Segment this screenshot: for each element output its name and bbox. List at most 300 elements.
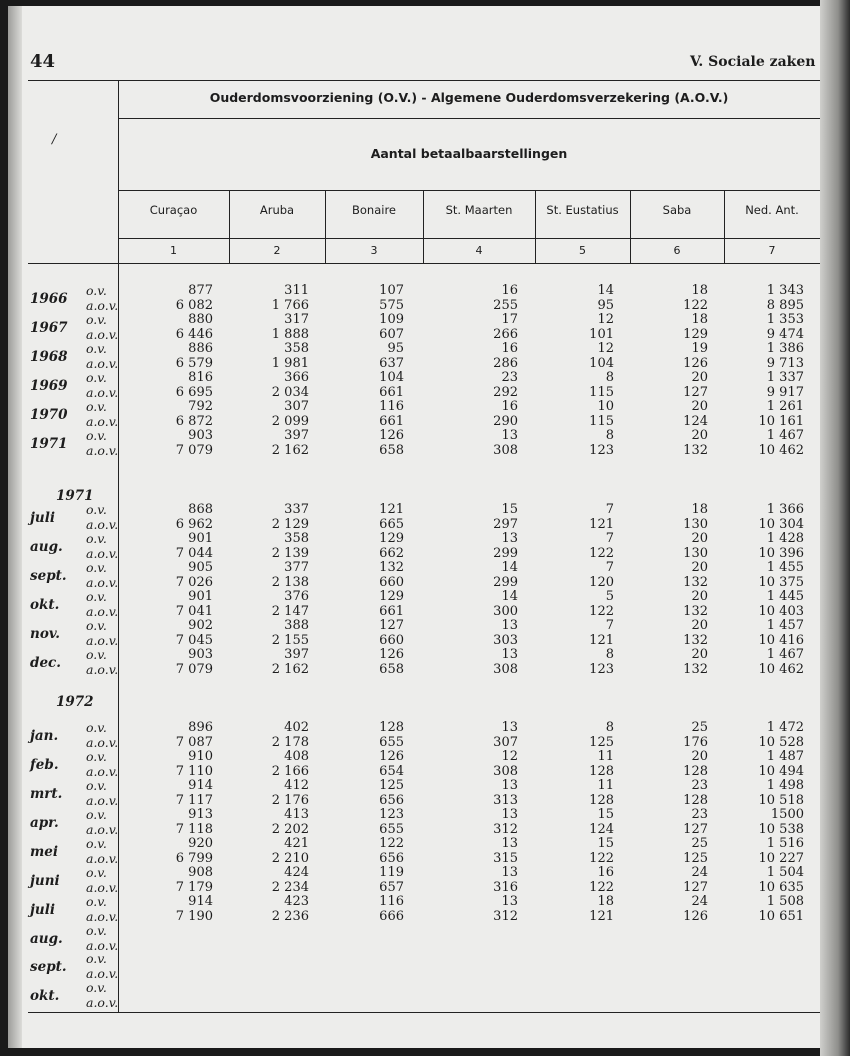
column-divider <box>630 190 631 263</box>
row-status-label: o.v. <box>86 647 107 662</box>
table-cell: 127 <box>683 384 708 400</box>
table-cell: 130 <box>683 545 708 561</box>
table-cell: 23 <box>691 807 708 822</box>
table-subtitle: Aantal betaalbaarstellingen <box>370 146 568 161</box>
column-header: St. Eustatius <box>546 203 619 217</box>
period-label: 1971 <box>30 436 68 452</box>
table-cell: 10 518 <box>758 792 804 808</box>
row-status-label: a.o.v. <box>86 297 119 313</box>
table-cell: 125 <box>379 778 404 793</box>
table-cell: 10 462 <box>758 661 804 677</box>
table-cell: 7 087 <box>175 734 213 750</box>
row-status-label: o.v. <box>86 836 107 851</box>
table-cell: 10 <box>597 399 614 414</box>
table-cell: 23 <box>691 778 708 793</box>
table-cell: 25 <box>691 836 708 851</box>
table-cell: 8 <box>605 720 614 735</box>
table-cell: 123 <box>589 661 614 677</box>
table-cell: 24 <box>691 865 708 880</box>
table-cell: 10 304 <box>758 516 804 532</box>
column-divider <box>229 190 230 263</box>
table-cell: 637 <box>379 355 404 371</box>
table-cell: 14 <box>597 283 614 298</box>
table-cell: 317 <box>284 312 309 327</box>
row-status-label: o.v. <box>86 618 107 633</box>
table-cell: 18 <box>691 312 708 327</box>
table-cell: 412 <box>284 778 309 793</box>
table-cell: 10 462 <box>758 442 804 458</box>
table-cell: 7 179 <box>175 879 213 895</box>
table-cell: 300 <box>493 603 518 619</box>
period-label: nov. <box>30 626 61 642</box>
row-status-label: o.v. <box>86 399 107 414</box>
table-cell: 7 045 <box>175 632 213 648</box>
table-cell: 308 <box>493 763 518 779</box>
table-cell: 307 <box>493 734 518 750</box>
table-cell: 7 044 <box>175 545 213 561</box>
table-cell: 19 <box>691 341 708 356</box>
table-cell: 132 <box>379 560 404 575</box>
table-cell: 1 508 <box>766 894 804 909</box>
table-cell: 115 <box>589 413 614 429</box>
table-cell: 7 117 <box>175 792 213 808</box>
table-cell: 311 <box>284 283 309 298</box>
table-cell: 10 635 <box>758 879 804 895</box>
table-cell: 666 <box>379 908 404 924</box>
table-cell: 2 138 <box>271 574 309 590</box>
period-label: 1967 <box>30 320 68 336</box>
table-cell: 126 <box>379 647 404 662</box>
period-label: sept. <box>30 959 67 975</box>
table-cell: 308 <box>493 442 518 458</box>
table-cell: 654 <box>379 763 404 779</box>
period-label: dec. <box>30 655 61 671</box>
table-cell: 13 <box>501 865 518 880</box>
row-status-label: o.v. <box>86 341 107 356</box>
table-cell: 903 <box>188 647 213 662</box>
table-cell: 176 <box>683 734 708 750</box>
table-cell: 901 <box>188 589 213 604</box>
table-cell: 130 <box>683 516 708 532</box>
period-label: apr. <box>30 815 59 831</box>
scanned-page <box>8 6 820 1048</box>
table-cell: 662 <box>379 545 404 561</box>
table-cell: 388 <box>284 618 309 633</box>
row-status-label: a.o.v. <box>86 734 119 750</box>
table-cell: 121 <box>589 908 614 924</box>
table-cell: 16 <box>501 283 518 298</box>
table-cell: 20 <box>691 399 708 414</box>
row-status-label: a.o.v. <box>86 821 119 837</box>
page-edge <box>820 0 850 1056</box>
table-cell: 376 <box>284 589 309 604</box>
table-cell: 132 <box>683 661 708 677</box>
table-cell: 5 <box>605 589 614 604</box>
table-cell: 877 <box>188 283 213 298</box>
table-cell: 657 <box>379 879 404 895</box>
table-cell: 575 <box>379 297 404 313</box>
table-cell: 1 343 <box>766 283 804 298</box>
header-bottom-rule <box>28 263 820 264</box>
table-cell: 1 766 <box>271 297 309 313</box>
table-cell: 2 139 <box>271 545 309 561</box>
table-cell: 9 917 <box>766 384 804 400</box>
row-status-label: o.v. <box>86 531 107 546</box>
table-cell: 2 166 <box>271 763 309 779</box>
row-status-label: a.o.v. <box>86 545 119 561</box>
table-cell: 10 227 <box>758 850 804 866</box>
table-cell: 1 981 <box>271 355 309 371</box>
table-cell: 2 034 <box>271 384 309 400</box>
row-status-label: a.o.v. <box>86 632 119 648</box>
section-title: V. Sociale zaken <box>690 54 816 70</box>
table-cell: 20 <box>691 531 708 546</box>
table-cell: 125 <box>683 850 708 866</box>
table-cell: 10 494 <box>758 763 804 779</box>
table-cell: 124 <box>589 821 614 837</box>
row-status-label: a.o.v. <box>86 442 119 458</box>
table-cell: 95 <box>387 341 404 356</box>
table-cell: 16 <box>501 399 518 414</box>
table-cell: 13 <box>501 720 518 735</box>
column-header: St. Maarten <box>445 203 513 217</box>
period-label: 1969 <box>30 378 68 394</box>
table-cell: 2 099 <box>271 413 309 429</box>
table-cell: 286 <box>493 355 518 371</box>
table-cell: 17 <box>501 312 518 327</box>
table-cell: 423 <box>284 894 309 909</box>
table-cell: 299 <box>493 574 518 590</box>
row-status-label: o.v. <box>86 807 107 822</box>
table-cell: 1 386 <box>766 341 804 356</box>
period-label: okt. <box>30 597 60 613</box>
table-cell: 25 <box>691 720 708 735</box>
table-cell: 307 <box>284 399 309 414</box>
table-cell: 20 <box>691 560 708 575</box>
table-cell: 1 888 <box>271 326 309 342</box>
table-cell: 8 895 <box>766 297 804 313</box>
row-status-label: a.o.v. <box>86 661 119 677</box>
table-cell: 1 337 <box>766 370 804 385</box>
table-cell: 18 <box>691 502 708 517</box>
column-header: Curaçao <box>149 203 198 217</box>
table-cell: 660 <box>379 574 404 590</box>
period-label: aug. <box>30 539 63 555</box>
table-cell: 313 <box>493 792 518 808</box>
row-status-label: o.v. <box>86 894 107 909</box>
table-cell: 266 <box>493 326 518 342</box>
table-cell: 292 <box>493 384 518 400</box>
table-cell: 127 <box>683 879 708 895</box>
table-cell: 123 <box>589 442 614 458</box>
table-cell: 129 <box>379 589 404 604</box>
table-cell: 122 <box>589 879 614 895</box>
table-cell: 9 474 <box>766 326 804 342</box>
table-cell: 2 176 <box>271 792 309 808</box>
table-cell: 121 <box>589 632 614 648</box>
row-status-label: a.o.v. <box>86 850 119 866</box>
table-cell: 10 161 <box>758 413 804 429</box>
table-cell: 128 <box>683 792 708 808</box>
table-cell: 290 <box>493 413 518 429</box>
table-cell: 1 353 <box>766 312 804 327</box>
row-status-label: a.o.v. <box>86 574 119 590</box>
table-cell: 660 <box>379 632 404 648</box>
row-status-label: o.v. <box>86 370 107 385</box>
row-status-label: o.v. <box>86 283 107 298</box>
table-cell: 18 <box>597 894 614 909</box>
table-cell: 1 467 <box>766 647 804 662</box>
table-cell: 2 162 <box>271 661 309 677</box>
table-cell: 128 <box>683 763 708 779</box>
row-status-label: o.v. <box>86 560 107 575</box>
table-cell: 1 467 <box>766 428 804 443</box>
table-cell: 24 <box>691 894 708 909</box>
column-header: Bonaire <box>351 203 396 217</box>
table-cell: 424 <box>284 865 309 880</box>
period-label: jan. <box>30 728 59 744</box>
title-rule <box>118 118 820 119</box>
table-cell: 8 <box>605 370 614 385</box>
table-cell: 6 872 <box>175 413 213 429</box>
table-cell: 661 <box>379 384 404 400</box>
table-cell: 10 396 <box>758 545 804 561</box>
table-cell: 6 446 <box>175 326 213 342</box>
table-cell: 7 079 <box>175 661 213 677</box>
row-status-label: a.o.v. <box>86 792 119 808</box>
table-cell: 126 <box>379 749 404 764</box>
period-label: sept. <box>30 568 67 584</box>
table-cell: 132 <box>683 603 708 619</box>
table-cell: 13 <box>501 531 518 546</box>
table-cell: 2 147 <box>271 603 309 619</box>
table-cell: 6 962 <box>175 516 213 532</box>
table-cell: 658 <box>379 442 404 458</box>
table-cell: 1 504 <box>766 865 804 880</box>
table-cell: 122 <box>589 545 614 561</box>
table-cell: 15 <box>597 836 614 851</box>
table-cell: 8 <box>605 428 614 443</box>
column-divider <box>535 190 536 263</box>
table-cell: 12 <box>597 312 614 327</box>
table-cell: 2 178 <box>271 734 309 750</box>
column-header: Aruba <box>259 203 295 217</box>
table-cell: 13 <box>501 836 518 851</box>
table-cell: 397 <box>284 647 309 662</box>
row-status-label: a.o.v. <box>86 879 119 895</box>
table-cell: 2 236 <box>271 908 309 924</box>
table-cell: 95 <box>597 297 614 313</box>
table-title: Ouderdomsvoorziening (O.V.) - Algemene Ouderdomsverzekering (A.O.V.) <box>209 90 729 105</box>
top-rule <box>28 80 820 81</box>
period-label: mei <box>30 844 59 860</box>
table-cell: 120 <box>589 574 614 590</box>
table-cell: 901 <box>188 531 213 546</box>
table-cell: 308 <box>493 661 518 677</box>
table-cell: 2 129 <box>271 516 309 532</box>
table-cell: 109 <box>379 312 404 327</box>
period-label: okt. <box>30 988 60 1004</box>
column-number: 6 <box>673 244 681 257</box>
period-label: feb. <box>30 757 59 773</box>
table-cell: 421 <box>284 836 309 851</box>
row-status-label: a.o.v. <box>86 763 119 779</box>
row-status-label: o.v. <box>86 720 107 735</box>
table-cell: 7 <box>605 618 614 633</box>
period-label: juli <box>30 902 55 918</box>
table-cell: 914 <box>188 894 213 909</box>
table-cell: 13 <box>501 647 518 662</box>
column-number: 5 <box>579 244 586 257</box>
column-number: 2 <box>273 244 281 257</box>
table-cell: 16 <box>597 865 614 880</box>
table-cell: 129 <box>379 531 404 546</box>
table-cell: 124 <box>683 413 708 429</box>
table-cell: 1 487 <box>766 749 804 764</box>
table-cell: 1 472 <box>766 720 804 735</box>
table-cell: 905 <box>188 560 213 575</box>
bottom-rule <box>28 1012 820 1013</box>
table-cell: 104 <box>379 370 404 385</box>
table-cell: 11 <box>597 749 614 764</box>
table-cell: 12 <box>597 341 614 356</box>
table-cell: 656 <box>379 792 404 808</box>
column-number: 1 <box>170 244 177 257</box>
table-cell: 6 695 <box>175 384 213 400</box>
table-cell: 316 <box>493 879 518 895</box>
table-cell: 908 <box>188 865 213 880</box>
table-cell: 408 <box>284 749 309 764</box>
table-cell: 18 <box>691 283 708 298</box>
table-cell: 6 579 <box>175 355 213 371</box>
row-status-label: a.o.v. <box>86 908 119 924</box>
row-status-label: a.o.v. <box>86 516 119 532</box>
table-cell: 16 <box>501 341 518 356</box>
table-cell: 116 <box>379 399 404 414</box>
table-cell: 14 <box>501 589 518 604</box>
table-cell: 13 <box>501 428 518 443</box>
row-status-label: o.v. <box>86 865 107 880</box>
table-cell: 358 <box>284 341 309 356</box>
row-status-label: o.v. <box>86 749 107 764</box>
table-cell: 122 <box>589 850 614 866</box>
table-cell: 2 210 <box>271 850 309 866</box>
table-cell: 658 <box>379 661 404 677</box>
row-status-label: a.o.v. <box>86 384 119 400</box>
corner-mark: / <box>52 132 57 147</box>
table-cell: 126 <box>683 908 708 924</box>
table-cell: 1 445 <box>766 589 804 604</box>
table-cell: 661 <box>379 413 404 429</box>
row-status-label: o.v. <box>86 980 107 995</box>
table-cell: 20 <box>691 618 708 633</box>
table-cell: 2 155 <box>271 632 309 648</box>
table-cell: 312 <box>493 821 518 837</box>
row-status-label: o.v. <box>86 778 107 793</box>
table-cell: 128 <box>379 720 404 735</box>
column-name-rule <box>118 238 820 239</box>
column-divider <box>325 190 326 263</box>
table-cell: 101 <box>589 326 614 342</box>
period-label: 1966 <box>30 291 68 307</box>
row-status-label: a.o.v. <box>86 413 119 429</box>
page-number: 44 <box>30 51 56 72</box>
table-cell: 8 <box>605 647 614 662</box>
table-cell: 7 190 <box>175 908 213 924</box>
table-cell: 123 <box>379 807 404 822</box>
table-cell: 337 <box>284 502 309 517</box>
table-cell: 115 <box>589 384 614 400</box>
table-cell: 132 <box>683 574 708 590</box>
period-label: mrt. <box>30 786 63 802</box>
table-cell: 2 234 <box>271 879 309 895</box>
table-cell: 20 <box>691 428 708 443</box>
column-number: 3 <box>370 244 378 257</box>
table-cell: 1 366 <box>766 502 804 517</box>
row-status-label: a.o.v. <box>86 937 119 953</box>
column-divider <box>724 190 725 263</box>
row-status-label: o.v. <box>86 428 107 443</box>
period-label: juni <box>30 873 60 889</box>
row-status-label: o.v. <box>86 589 107 604</box>
table-cell: 10 651 <box>758 908 804 924</box>
table-cell: 880 <box>188 312 213 327</box>
table-cell: 13 <box>501 894 518 909</box>
column-number: 4 <box>475 244 483 257</box>
table-cell: 107 <box>379 283 404 298</box>
period-label: 1970 <box>30 407 68 423</box>
period-label: aug. <box>30 931 63 947</box>
table-cell: 132 <box>683 632 708 648</box>
row-status-label: a.o.v. <box>86 994 119 1010</box>
table-cell: 6 082 <box>175 297 213 313</box>
table-cell: 7 118 <box>175 821 213 837</box>
table-cell: 655 <box>379 821 404 837</box>
row-status-label: a.o.v. <box>86 603 119 619</box>
table-cell: 413 <box>284 807 309 822</box>
row-status-label: a.o.v. <box>86 355 119 371</box>
table-cell: 15 <box>597 807 614 822</box>
table-cell: 315 <box>493 850 518 866</box>
table-cell: 14 <box>501 560 518 575</box>
subtitle-rule <box>118 190 820 191</box>
table-cell: 126 <box>683 355 708 371</box>
table-cell: 11 <box>597 778 614 793</box>
table-cell: 1 498 <box>766 778 804 793</box>
table-cell: 7 079 <box>175 442 213 458</box>
table-cell: 119 <box>379 865 404 880</box>
row-status-label: o.v. <box>86 923 107 938</box>
table-cell: 121 <box>379 502 404 517</box>
table-cell: 397 <box>284 428 309 443</box>
table-cell: 2 162 <box>271 442 309 458</box>
table-cell: 116 <box>379 894 404 909</box>
table-cell: 127 <box>683 821 708 837</box>
table-cell: 13 <box>501 778 518 793</box>
table-cell: 896 <box>188 720 213 735</box>
column-header: Ned. Ant. <box>745 203 799 217</box>
table-cell: 913 <box>188 807 213 822</box>
table-cell: 12 <box>501 749 518 764</box>
table-cell: 128 <box>589 763 614 779</box>
table-cell: 122 <box>589 603 614 619</box>
table-cell: 10 538 <box>758 821 804 837</box>
table-cell: 358 <box>284 531 309 546</box>
table-cell: 15 <box>501 502 518 517</box>
column-header: Saba <box>662 203 692 217</box>
table-cell: 127 <box>379 618 404 633</box>
table-cell: 402 <box>284 720 309 735</box>
